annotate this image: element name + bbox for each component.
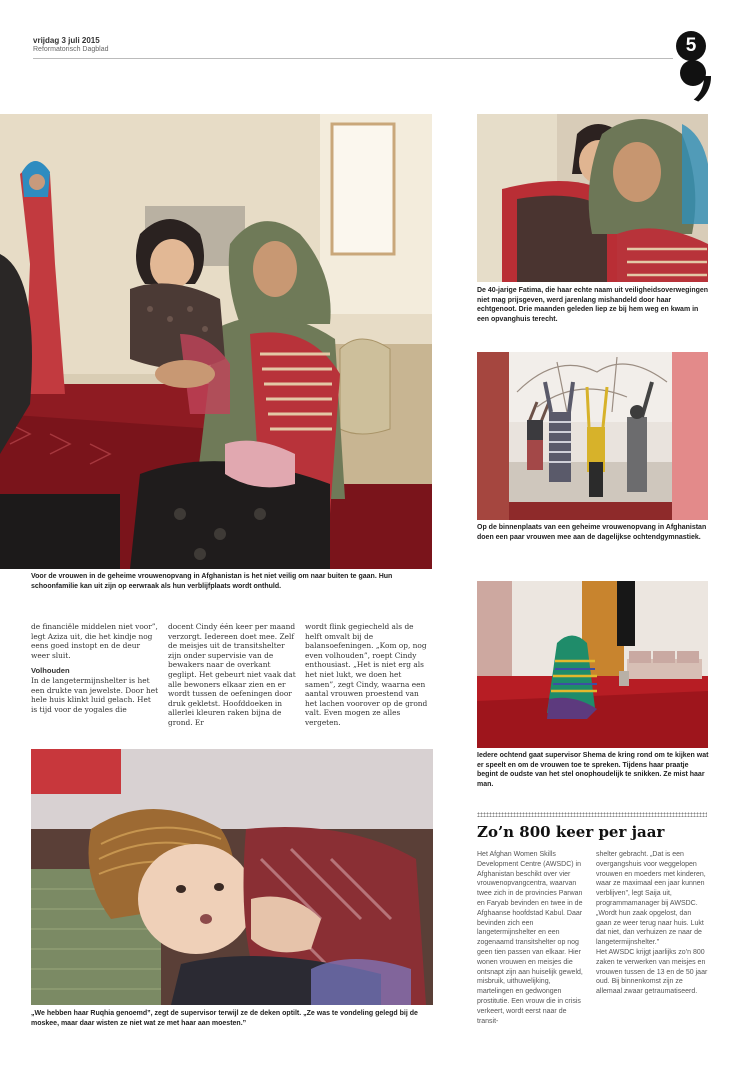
box-paragraph: Het Afghan Women Skills Development Centre (AWSDC) in Afghanistan beschikt over vier vrouwenopvangcentra, waarvan twee zich in de provincies Parwan en Faryab bevinden en twee in de Afghaanse hoofdstad Kabul. Daar bevinden zich een langetermijnshelter en een zogenaamd transitshelter op nog geen tien passen van elkaar. Hier wonen vrouwen en meisjes die ontsnapt zijn aan huiselijk geweld, misbruik, uithuwelijking, martelingen en gedwongen prostitutie. Een vrouw die in crisis verkeert, wordt eerst naar de transit-: [477, 851, 583, 1025]
article-paragraph: wordt flink gegiecheld als de helft omvalt bij de balansoefeningen. „Kom op, nog even volhouden”, roept Cindy enthousiast. „Het is niet erg als het niet lukt, we doen het samen”, zegt Cindy, waarna een aantal vrouwen proestend van het lachen voorover op de grond valt. Even mogen ze alles vergeten.: [305, 622, 428, 727]
article-column-2: [168, 622, 296, 728]
box-column-1: [477, 850, 587, 1026]
photo-courtyard-gymnastics: [477, 352, 708, 520]
box-paragraph: shelter gebracht. „Dat is een overgangshuis voor weggelopen vrouwen en moeders met kinderen, waar ze maximaal een jaar kunnen verblijven”, legt Saija uit, programmamanager bij AWSDC. „Wordt hun zaak opgelost, dan gaan ze weer terug naar huis. Lukt dat niet, dan verhuizen ze naar de langetermijnshelter.”: [596, 851, 706, 947]
header-paper-name: Reformatorisch Dagblad: [33, 46, 109, 53]
caption-fatima: De 40-jarige Fatima, die haar echte naam uit veiligheidsoverwegingen niet mag prijsgeven, werd jarenlang mishandeld door haar echtgenoot. Drie maanden geleden liep ze bij hem weg en kwam in een opvanghuis terecht.: [477, 287, 709, 323]
photo-fatima: [477, 114, 708, 282]
article-paragraph: docent Cindy één keer per maand verzorgt. Iedereen doet mee. Zelf de meisjes uit de transitshelter zijn onder supervisie van de bewakers naar de overkant geglipt. Het gebeurt niet vaak dat alle bewoners elkaar zien en er wordt tussen de oefeningen door druk gekletst. Hoofddoeken in allerlei kleuren raken bijna de grond. Er: [168, 622, 296, 727]
comma-logo-tail-icon: [678, 76, 711, 107]
caption-supervisor: Iedere ochtend gaat supervisor Shema de kring rond om te kijken wat er speelt en om de vrouwen toe te spreken. Tijdens haar praatje begint de oudste van het stel onophoudelijk te snikken. Ze mist haar man.: [477, 752, 709, 788]
article-column-3: [305, 622, 433, 728]
box-column-2: [596, 850, 708, 997]
photo-supervisor-shema: [477, 581, 708, 748]
photo-ruqhia-child: [31, 749, 433, 1005]
page-number: 5: [676, 31, 706, 61]
box-title: Zo’n 800 keer per jaar: [477, 823, 665, 841]
article-paragraph: de financiële middelen niet voor”, legt Aziza uit, die het kindje nog eens goed instopt en de deur weer sluit.: [31, 622, 158, 660]
article-paragraph: In de langetermijnshelter is het een drukte van jewelste. Door het hele huis klinkt luid gelach. Het is tijd voor de yogales die: [31, 675, 159, 714]
box-dotted-rule: [477, 812, 707, 817]
header-date: vrijdag 3 juli 2015: [33, 36, 100, 45]
article-subheading: Volhouden: [31, 666, 70, 676]
main-photo-mother-child: [0, 114, 432, 569]
caption-ruqhia: „We hebben haar Ruqhia genoemd”, zegt de supervisor terwijl ze de deken optilt. „Ze was te vondeling gelegd bij de moskee, maar daar wisten ze niet wat ze met haar aan moesten.”: [31, 1010, 418, 1027]
article-column-1: [31, 622, 159, 714]
header-rule: [33, 58, 673, 59]
caption-main-photo: Voor de vrouwen in de geheime vrouwenopvang in Afghanistan is het niet veilig om naar buiten te gaan. Hun schoonfamilie kan uit zijn op eerwraak als hun verblijfplaats wordt onthuld.: [31, 573, 393, 590]
box-paragraph: Het AWSDC krijgt jaarlijks zo’n 800 zaken te verwerken van meisjes en vrouwen tussen de 13 en de 50 jaar oud. Bij binnenkomst zijn ze allemaal zwaar getraumatiseerd.: [596, 948, 708, 996]
caption-courtyard: Op de binnenplaats van een geheime vrouwenopvang in Afghanistan doen een paar vrouwen mee aan de dagelijkse ochtendgymnastiek.: [477, 524, 707, 541]
